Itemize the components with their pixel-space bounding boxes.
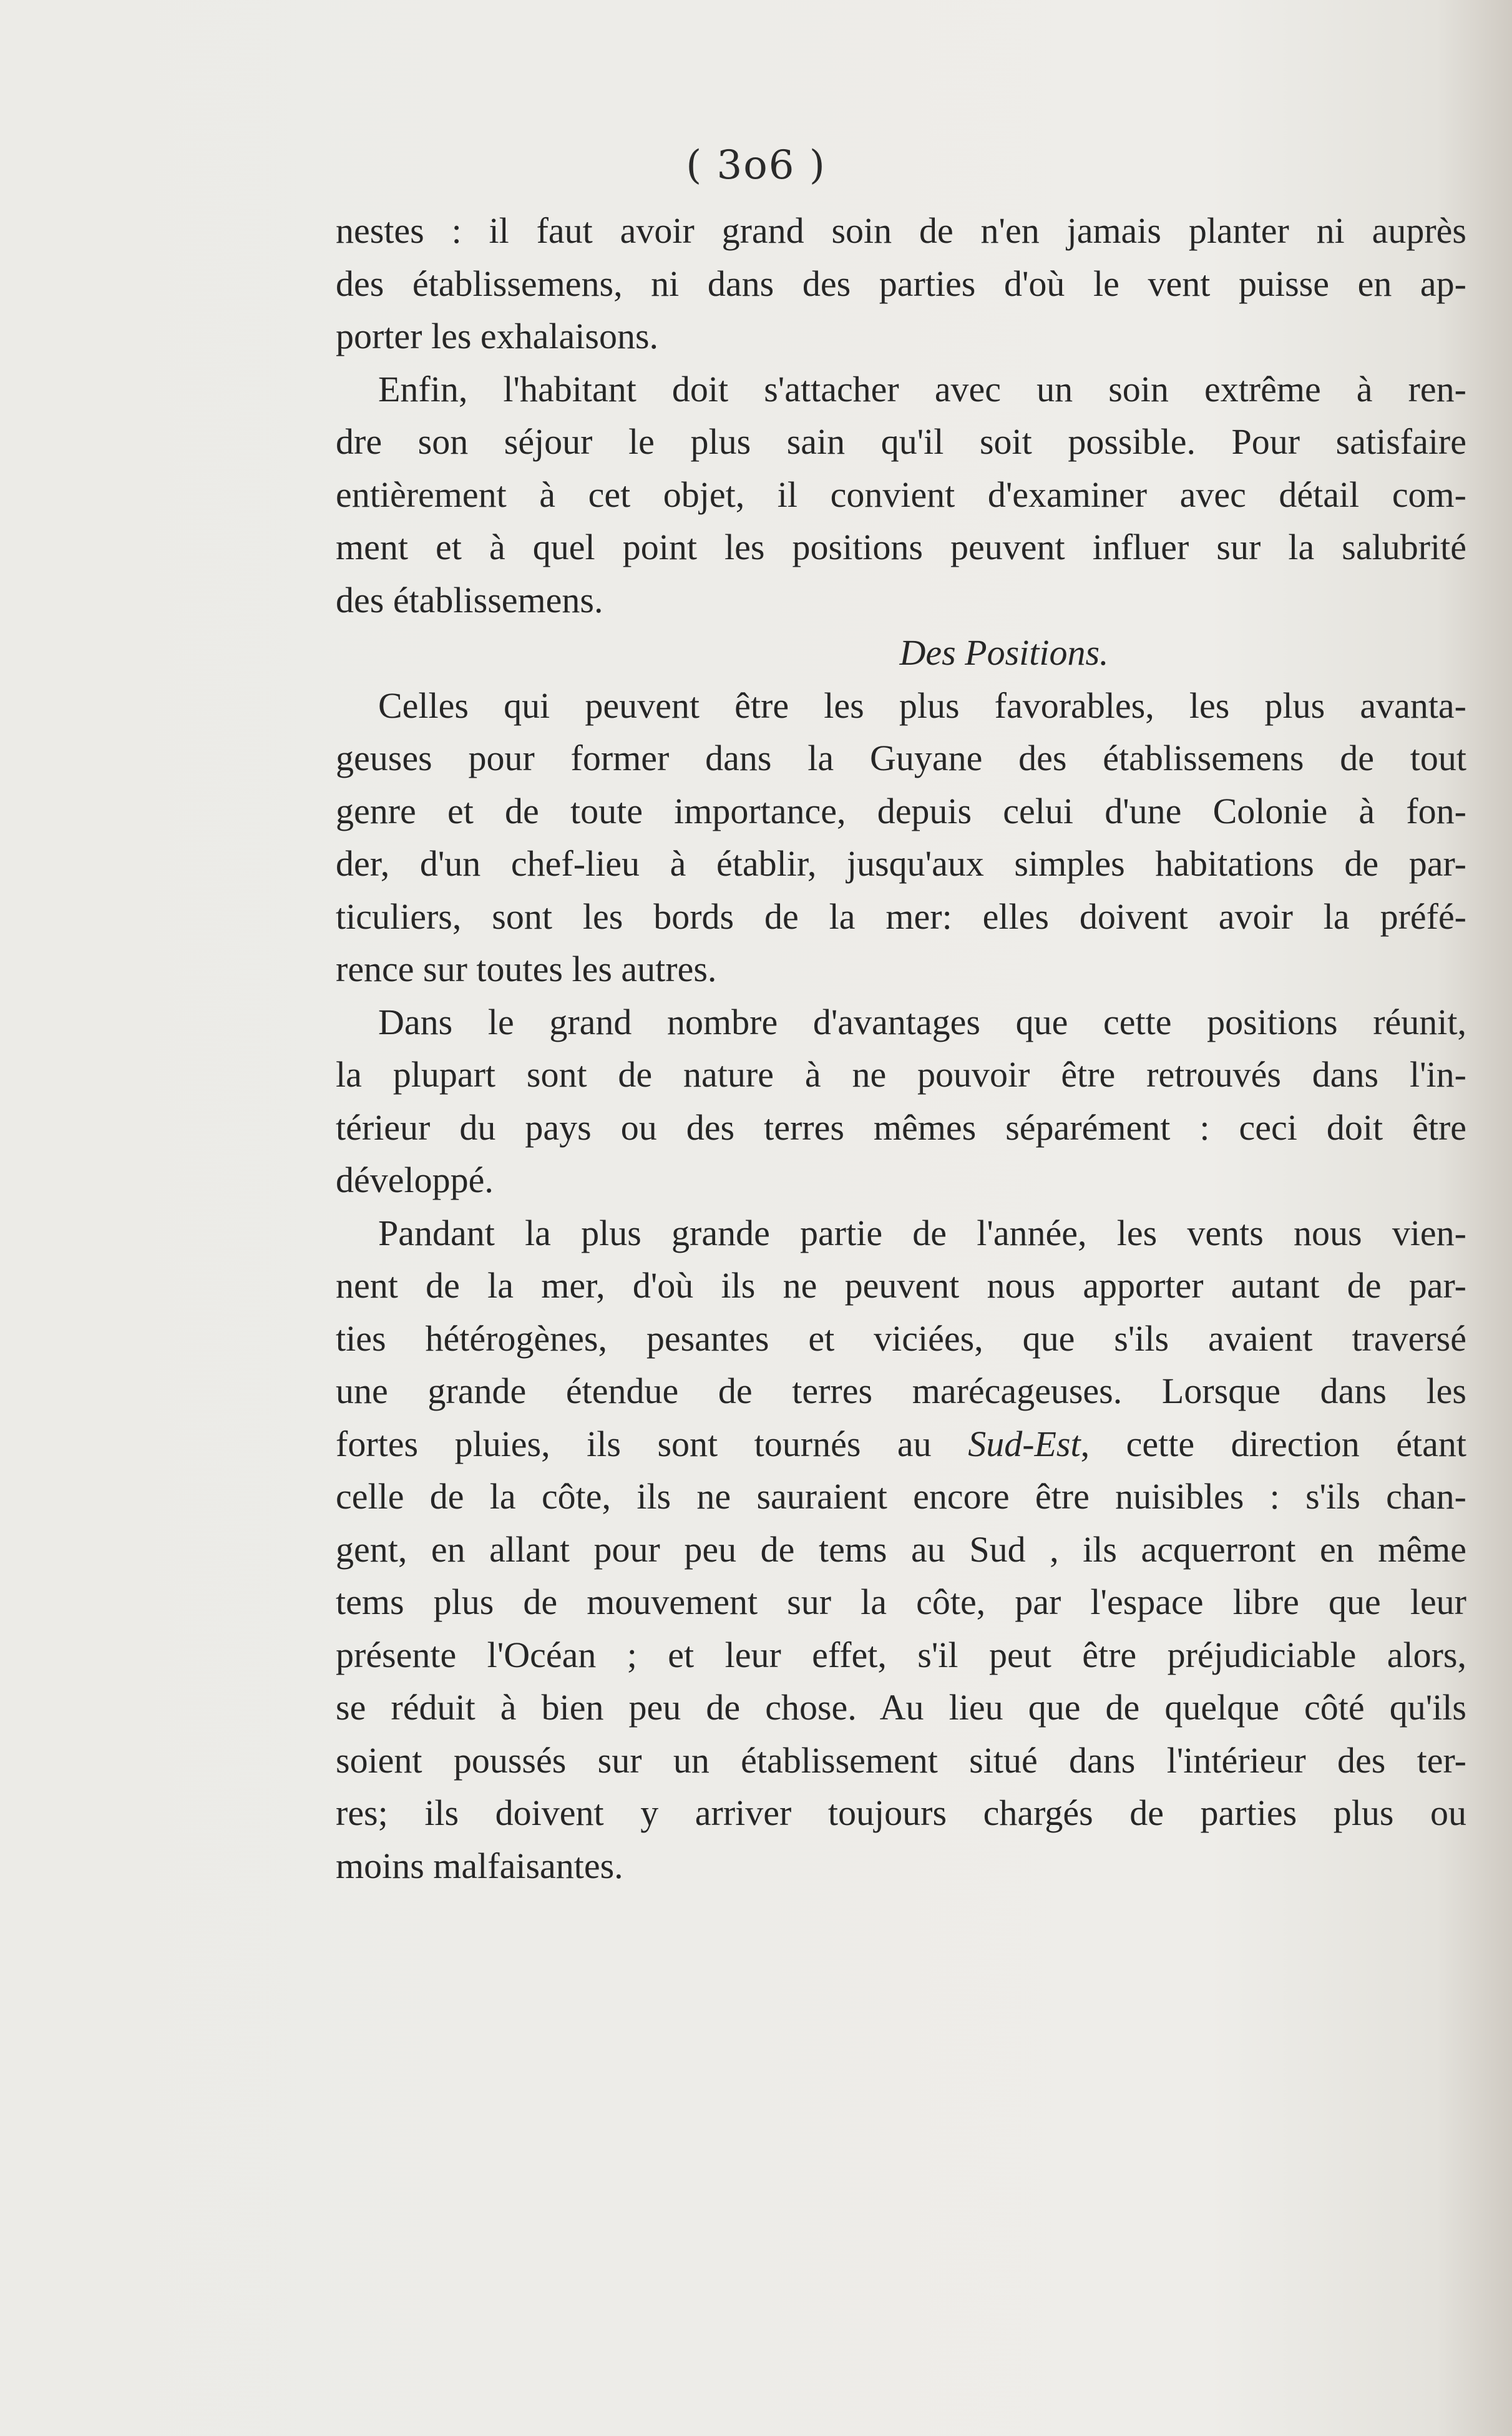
text-line: celle de la côte, ils ne sauraient encore être nuisibles : s'ils chan-	[336, 1476, 1466, 1517]
text-line: ticuliers, sont les bords de la mer: elles doivent avoir la préfé-	[336, 896, 1466, 937]
text-line: rence sur toutes les autres.	[336, 949, 717, 989]
text-line: une grande étendue de terres marécageuses. Lorsque dans les	[336, 1371, 1466, 1411]
text-line: moins malfaisantes.	[336, 1845, 623, 1886]
text-line: nestes : il faut avoir grand soin de n'en jamais planter ni auprès	[336, 210, 1466, 251]
paragraph-group-2	[336, 680, 1466, 1418]
text-line: ment et à quel point les positions peuvent influer sur la salubrité	[336, 527, 1466, 567]
text-line: res; ils doivent y arriver toujours chargés de parties plus ou	[336, 1793, 1466, 1833]
text-line: der, d'un chef-lieu à établir, jusqu'aux simples habitations de par-	[336, 843, 1466, 884]
text-line: tems plus de mouvement sur la côte, par l'espace libre que leur	[336, 1582, 1466, 1622]
italic-term: Sud-Est	[968, 1423, 1081, 1464]
text-line: Pandant la plus grande partie de l'année, les vents nous vien-	[378, 1212, 1466, 1253]
text-line: soient poussés sur un établissement situé dans l'intérieur des ter-	[336, 1739, 1466, 1781]
text-line: térieur du pays ou des terres mêmes séparément : ceci doit être	[336, 1107, 1466, 1148]
page-number: ( 3o6 )	[686, 142, 826, 188]
text-line: porter les exhalaisons.	[336, 316, 659, 356]
text-line	[336, 1418, 1466, 1471]
text-segment: , cette direction étant	[1080, 1423, 1466, 1464]
text-line: Celles qui peuvent être les plus favorables, les plus avanta-	[378, 685, 1466, 726]
text-line: ties hétérogènes, pesantes et viciées, que s'ils avaient traversé	[336, 1318, 1466, 1359]
paragraph-group-3	[336, 1470, 1466, 1892]
text-line: geuses pour former dans la Guyane des établissemens de tout	[336, 738, 1466, 778]
text-line: des établissemens.	[336, 579, 603, 620]
text-line: présente l'Océan ; et leur effet, s'il peut être préjudiciable alors,	[336, 1634, 1466, 1675]
text-segment: fortes pluies, ils sont tournés au	[336, 1423, 968, 1464]
text-line: dre son séjour le plus sain qu'il soit possible. Pour satisfaire	[336, 421, 1466, 462]
paragraph-group-1	[336, 205, 1466, 627]
text-line: nent de la mer, d'où ils ne peuvent nous apporter autant de par-	[336, 1265, 1466, 1306]
text-line: Enfin, l'habitant doit s'attacher avec un soin extrême à ren-	[378, 368, 1466, 409]
text-line: entièrement à cet objet, il convient d'examiner avec détail com-	[336, 474, 1466, 515]
text-line: se réduit à bien peu de chose. Au lieu que de quelque côté qu'ils	[336, 1687, 1466, 1728]
text-line: des établissemens, ni dans des parties d'où le vent puisse en ap-	[336, 263, 1466, 304]
text-line: Dans le grand nombre d'avantages que cette positions réunit,	[378, 1001, 1466, 1042]
section-heading: Des Positions.	[899, 632, 1109, 673]
text-line: genre et de toute importance, depuis celui d'une Colonie à fon-	[336, 790, 1466, 831]
text-line: gent, en allant pour peu de tems au Sud , ils acquerront en même	[336, 1529, 1466, 1570]
text-line: la plupart sont de nature à ne pouvoir être retrouvés dans l'in-	[336, 1054, 1466, 1095]
body-text	[336, 205, 1466, 1892]
text-line: développé.	[336, 1160, 494, 1200]
